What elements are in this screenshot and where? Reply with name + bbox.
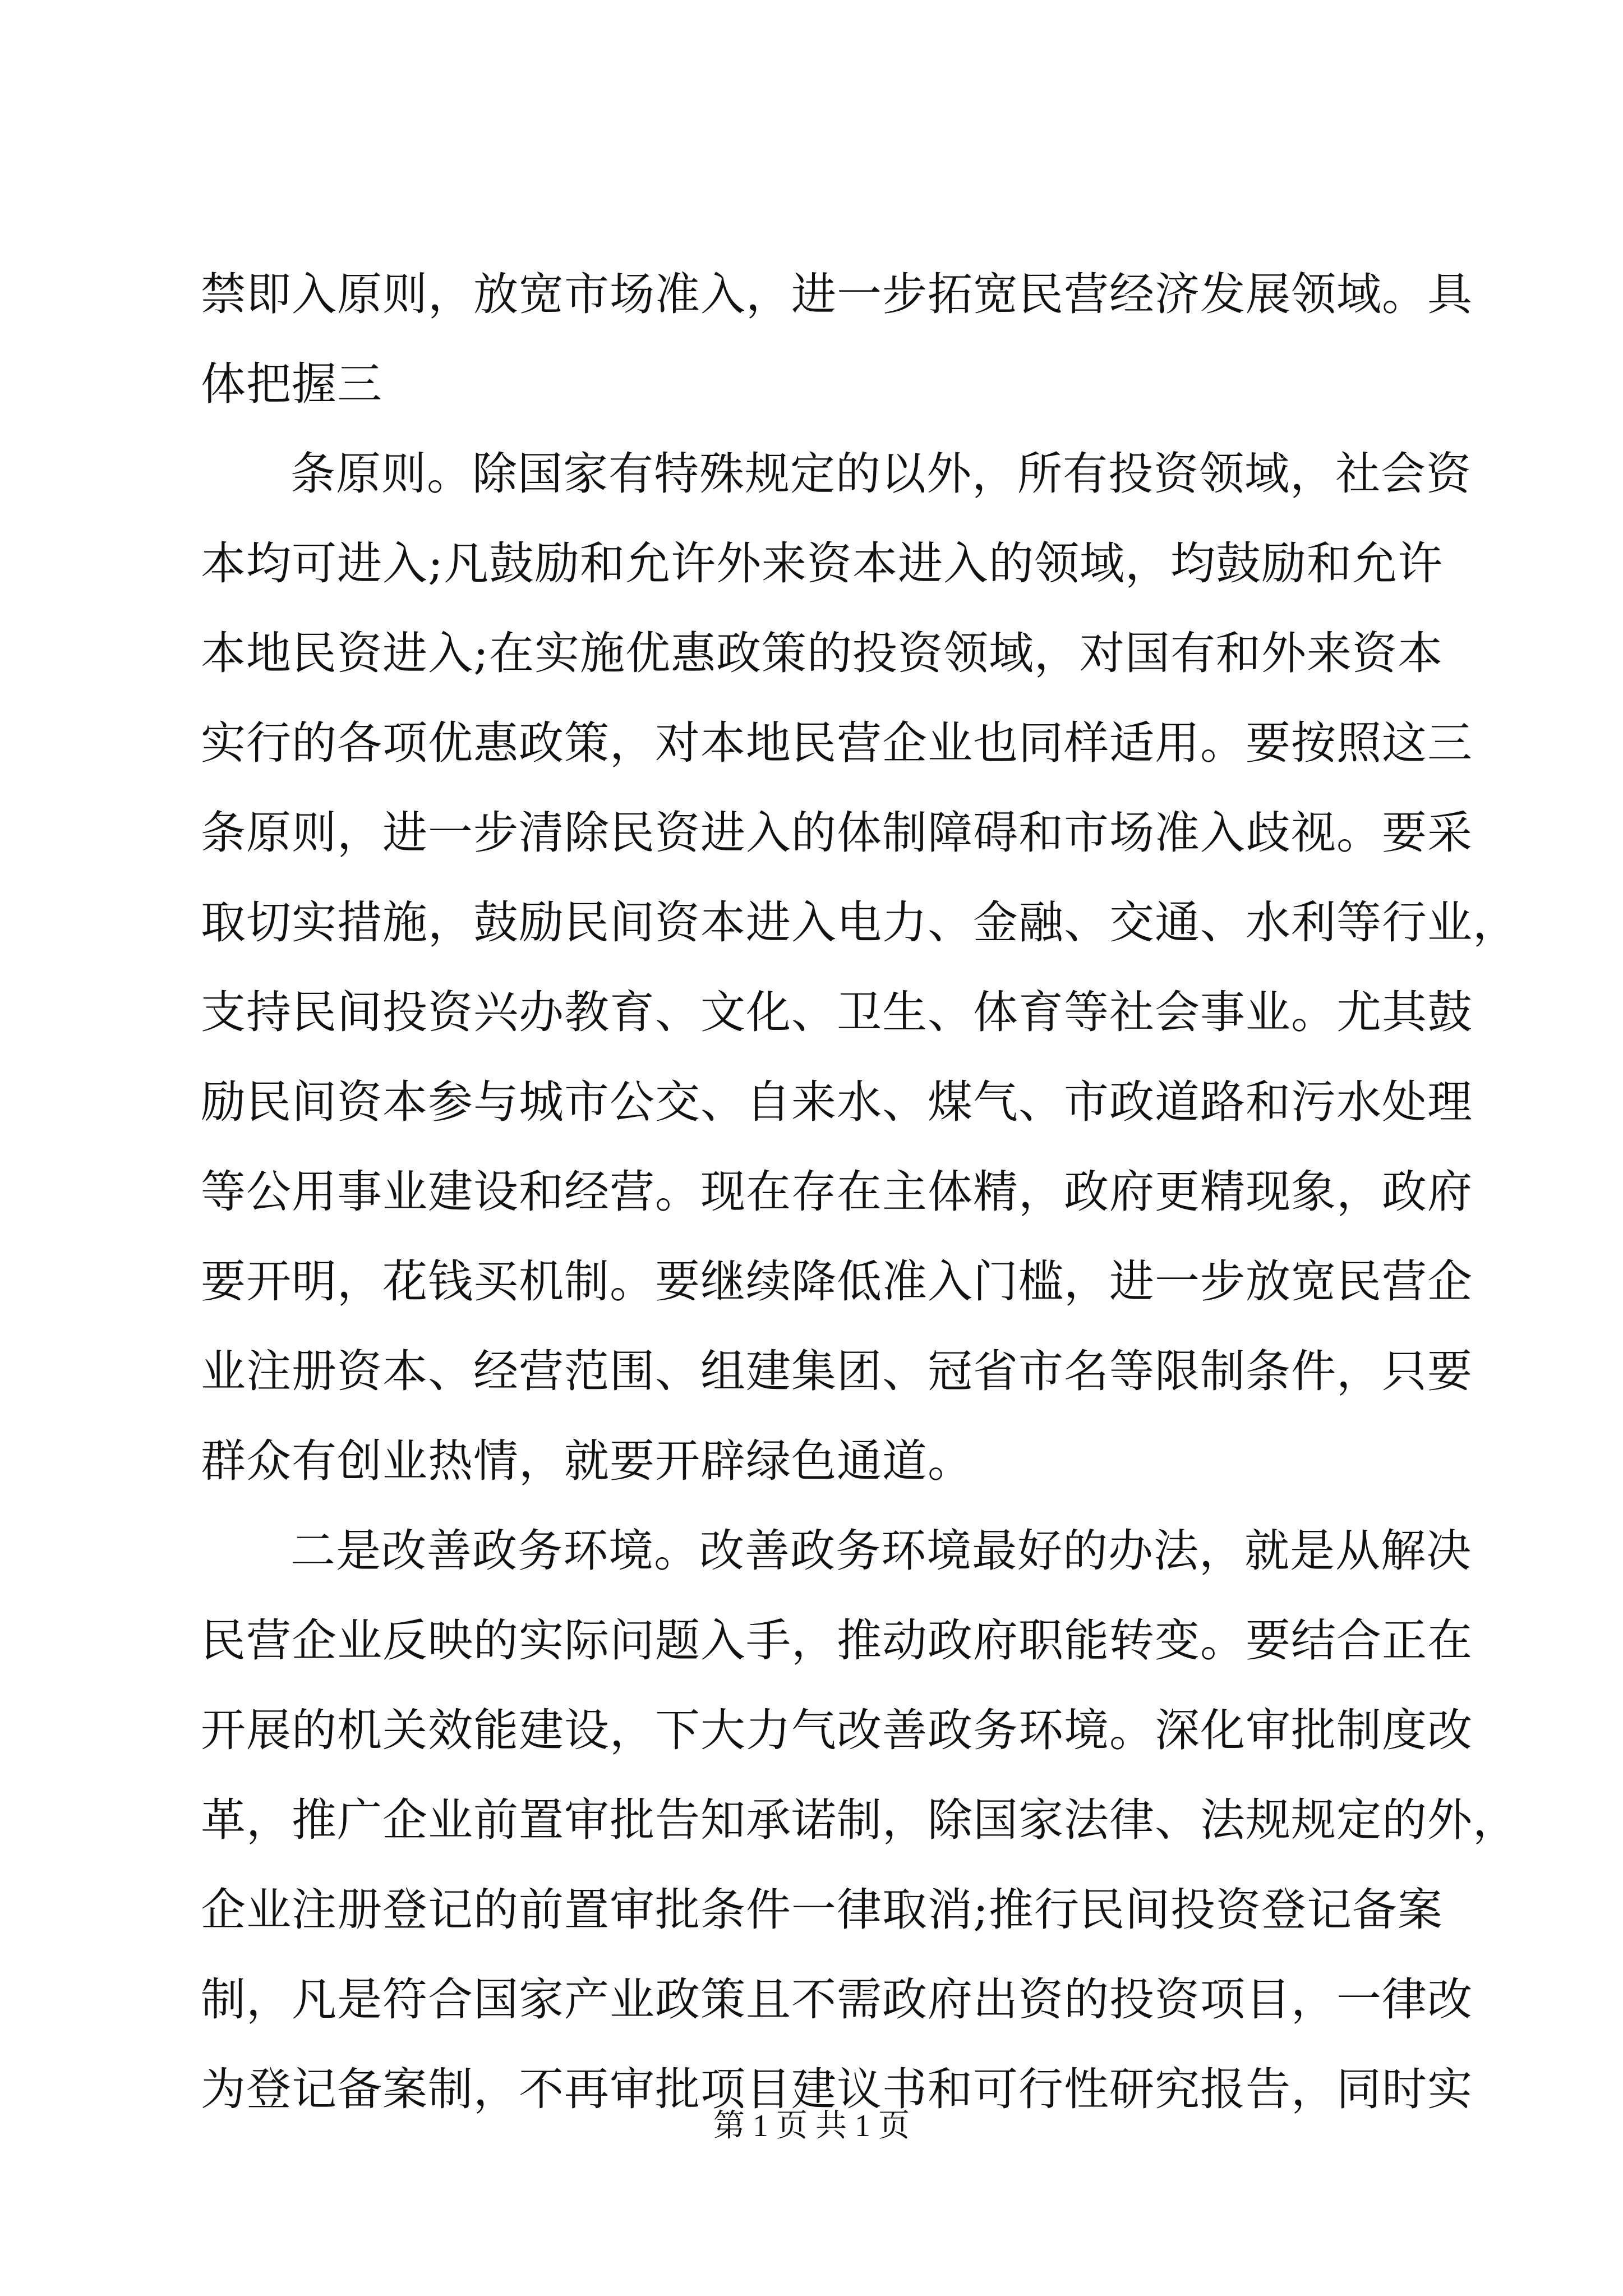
text-line: 等公用事业建设和经营。现在存在主体精，政府更精现象，政府 (201, 1166, 1473, 1218)
text-line: 民营企业反映的实际问题入手，推动政府职能转变。要结合正在 (201, 1614, 1473, 1667)
text-line: 开展的机关效能建设，下大力气改善政务环境。深化审批制度改 (201, 1704, 1473, 1756)
text-line: 本均可进入;凡鼓励和允许外来资本进入的领域，均鼓励和允许 (201, 537, 1443, 590)
text-line: 要开明，花钱买机制。要继续降低准入门槛，进一步放宽民营企 (201, 1255, 1473, 1308)
text-line: 制，凡是符合国家产业政策且不需政府出资的投资项目，一律改 (201, 1973, 1473, 2026)
text-line: 群众有创业热情，就要开辟绿色通道。 (201, 1435, 973, 1487)
text-line: 业注册资本、经营范围、组建集团、冠省市名等限制条件，只要 (201, 1345, 1473, 1397)
text-line: 本地民资进入;在实施优惠政策的投资领域，对国有和外来资本 (201, 627, 1443, 679)
text-line: 取切实措施，鼓励民间资本进入电力、金融、交通、水利等行业， (201, 896, 1518, 949)
text-line: 条原则，进一步清除民资进入的体制障碍和市场准入歧视。要采 (201, 807, 1473, 859)
paragraph-start-line: 二是改善政务环境。改善政务环境最好的办法，就是从解决 (291, 1525, 1472, 1577)
text-line: 实行的各项优惠政策，对本地民营企业也同样适用。要按照这三 (201, 717, 1473, 769)
text-line: 禁即入原则，放宽市场准入，进一步拓宽民营经济发展领域。具 (201, 268, 1473, 320)
text-line: 企业注册登记的前置审批条件一律取消;推行民间投资登记备案 (201, 1884, 1443, 1936)
text-line: 体把握三 (201, 358, 382, 410)
text-line: 支持民间投资兴办教育、文化、卫生、体育等社会事业。尤其鼓 (201, 986, 1473, 1038)
text-line: 为登记备案制，不再审批项目建议书和可行性研究报告，同时实 (201, 2063, 1473, 2115)
text-line: 励民间资本参与城市公交、自来水、煤气、市政道路和污水处理 (201, 1076, 1473, 1128)
text-line: 革，推广企业前置审批告知承诺制，除国家法律、法规规定的外， (201, 1794, 1518, 1846)
paragraph-start-line: 条原则。除国家有特殊规定的以外，所有投资领域，社会资 (291, 448, 1472, 500)
page-footer: 第 1 页 共 1 页 (713, 2109, 910, 2143)
